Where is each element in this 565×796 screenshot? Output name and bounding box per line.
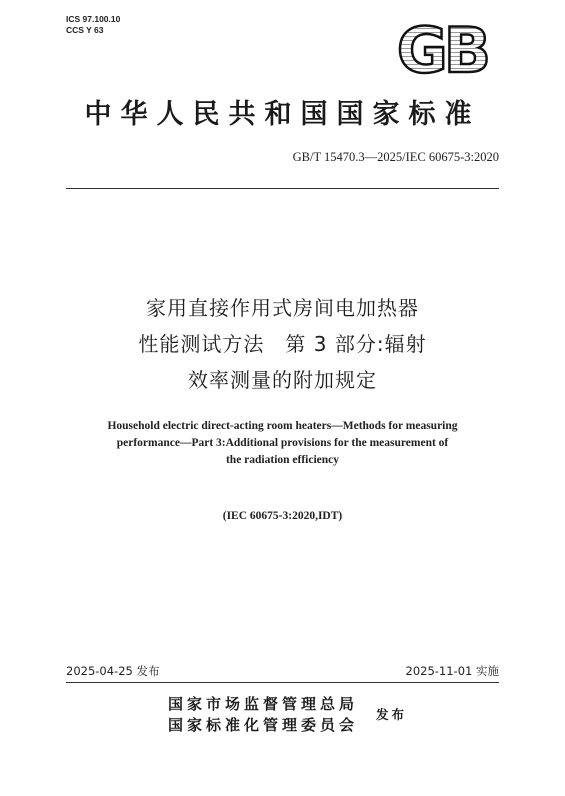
- title-zh-line2: 性能测试方法 第 3 部分:辐射: [138, 332, 427, 356]
- classification-codes: [66, 14, 120, 36]
- ccs-code: CCS Y 63: [66, 25, 104, 35]
- header-rule: [66, 188, 499, 189]
- publish-label: 发布: [376, 707, 408, 722]
- footer-rule: [66, 682, 499, 683]
- title-en: [40, 418, 525, 469]
- gb-logo-text: GB: [396, 16, 488, 78]
- national-standard-title: 中华人民共和国国家标准: [84, 99, 481, 130]
- issuer-sac: 国家标准化管理委员会: [168, 716, 359, 734]
- standard-number: GB/T 15470.3—2025/IEC 60675-3:2020: [292, 150, 499, 164]
- title-zh-line3: 效率测量的附加规定: [188, 368, 377, 392]
- implementation-date: 2025-11-01 实施: [405, 664, 499, 678]
- issuer-samr: 国家市场监督管理总局: [168, 695, 359, 713]
- title-zh-line1: 家用直接作用式房间电加热器: [146, 296, 419, 320]
- title-en-line1: Household electric direct-acting room heaters—Methods for measuring: [107, 420, 458, 432]
- title-en-line3: the radiation efficiency: [225, 454, 340, 466]
- ics-code: ICS 97.100.10: [66, 14, 121, 24]
- issue-date: 2025-04-25 发布: [66, 664, 160, 678]
- title-en-line2: performance—Part 3:Additional provisions for the measurement of: [116, 437, 449, 449]
- equivalence-note: (IEC 60675-3:2020,IDT): [222, 510, 343, 522]
- gb-logo: [387, 16, 497, 78]
